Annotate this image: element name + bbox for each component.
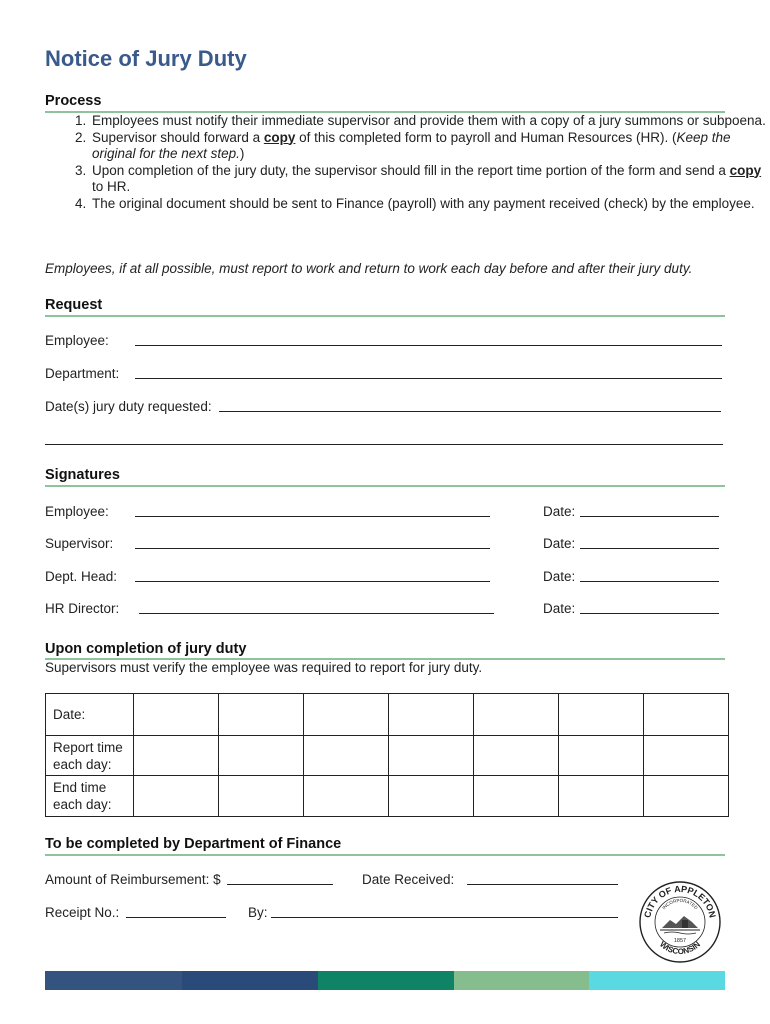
signature-dept-head-label: Dept. Head: xyxy=(45,569,118,584)
table-cell[interactable] xyxy=(134,736,219,776)
signatures-heading: Signatures xyxy=(45,467,120,483)
reimbursement-field[interactable] xyxy=(227,872,333,885)
table-cell[interactable] xyxy=(219,776,304,817)
process-step: 2. Supervisor should forward a copy of this completed form to payroll and Human Resources (HR). (Keep the original for the next step.) xyxy=(90,130,770,163)
reimbursement-label: Amount of Reimbursement: $ xyxy=(45,872,221,887)
table-cell[interactable] xyxy=(134,694,219,736)
table-cell[interactable] xyxy=(559,694,644,736)
finance-heading: To be completed by Department of Finance xyxy=(45,836,342,852)
process-step: 4. The original document should be sent to Finance (payroll) with any payment received (check) by the employee. xyxy=(90,196,770,213)
seal-year: 1857 xyxy=(673,938,687,944)
process-step: 3. Upon completion of the jury duty, the supervisor should fill in the report time portion of the form and send a copy to HR. xyxy=(90,163,770,196)
department-label: Department: xyxy=(45,366,120,381)
table-cell[interactable] xyxy=(644,694,729,736)
dates-requested-continuation-field[interactable] xyxy=(45,432,723,445)
table-row-label: End time each day: xyxy=(46,776,134,817)
date-received-label: Date Received: xyxy=(362,872,455,887)
signature-employee-field[interactable] xyxy=(135,504,490,517)
signatures-divider xyxy=(45,485,725,487)
department-field[interactable] xyxy=(135,366,722,379)
table-cell[interactable] xyxy=(134,776,219,817)
finance-divider xyxy=(45,854,725,856)
jury-time-table xyxy=(45,693,729,817)
signature-supervisor-date-field[interactable] xyxy=(580,536,719,549)
dates-requested-field[interactable] xyxy=(219,399,721,412)
date-received-field[interactable] xyxy=(467,872,618,885)
footer-bar-segment xyxy=(45,971,182,990)
by-field[interactable] xyxy=(271,905,618,918)
receipt-number-label: Receipt No.: xyxy=(45,905,120,920)
table-cell[interactable] xyxy=(304,694,389,736)
table-cell[interactable] xyxy=(559,776,644,817)
signature-dept-head-date-label: Date: xyxy=(543,569,576,584)
table-row xyxy=(46,736,729,776)
footer-bar-segment xyxy=(182,971,318,990)
table-row xyxy=(46,776,729,817)
attendance-note: Employees, if at all possible, must report to work and return to work each day before and after their jury duty. xyxy=(45,261,693,276)
signature-employee-label: Employee: xyxy=(45,504,109,519)
signature-hr-director-label: HR Director: xyxy=(45,601,120,616)
signature-supervisor-field[interactable] xyxy=(135,536,490,549)
signature-hr-director-date-field[interactable] xyxy=(580,601,719,614)
process-step: 1. Employees must notify their immediate supervisor and provide them with a copy of a jury summons or subpoena. xyxy=(90,113,770,130)
table-cell[interactable] xyxy=(559,736,644,776)
signature-supervisor-label: Supervisor: xyxy=(45,536,114,551)
table-cell[interactable] xyxy=(644,776,729,817)
footer-bar-segment xyxy=(454,971,589,990)
signature-dept-head-field[interactable] xyxy=(135,569,490,582)
signature-hr-director-date-label: Date: xyxy=(543,601,576,616)
table-cell[interactable] xyxy=(219,736,304,776)
receipt-number-field[interactable] xyxy=(126,905,226,918)
table-cell[interactable] xyxy=(304,736,389,776)
footer-bar-segment xyxy=(589,971,725,990)
signature-employee-date-label: Date: xyxy=(543,504,576,519)
table-row xyxy=(46,694,729,736)
dates-requested-label: Date(s) jury duty requested: xyxy=(45,399,212,414)
completion-heading: Upon completion of jury duty xyxy=(45,641,247,657)
seal-inner-text: INCORPORATED xyxy=(661,897,699,911)
table-cell[interactable] xyxy=(389,776,474,817)
table-cell[interactable] xyxy=(644,736,729,776)
by-label: By: xyxy=(248,905,268,920)
table-cell[interactable] xyxy=(304,776,389,817)
process-list xyxy=(45,113,770,212)
table-cell[interactable] xyxy=(474,776,559,817)
request-divider xyxy=(45,315,725,317)
employee-label: Employee: xyxy=(45,333,109,348)
city-seal-icon xyxy=(638,880,722,964)
seal-top-text: CITY OF APPLETON xyxy=(642,883,718,919)
table-cell[interactable] xyxy=(389,736,474,776)
completion-subtext: Supervisors must verify the employee was required to report for jury duty. xyxy=(45,660,483,675)
page-title: Notice of Jury Duty xyxy=(45,46,247,71)
signature-supervisor-date-label: Date: xyxy=(543,536,576,551)
table-cell[interactable] xyxy=(219,694,304,736)
table-row-label: Report time each day: xyxy=(46,736,134,776)
employee-field[interactable] xyxy=(135,333,722,346)
process-heading: Process xyxy=(45,93,102,109)
signature-hr-director-field[interactable] xyxy=(139,601,494,614)
request-heading: Request xyxy=(45,297,103,313)
table-cell[interactable] xyxy=(389,694,474,736)
seal-bottom-text: WISCONSIN xyxy=(657,939,703,957)
table-cell[interactable] xyxy=(474,736,559,776)
table-cell[interactable] xyxy=(474,694,559,736)
signature-dept-head-date-field[interactable] xyxy=(580,569,719,582)
signature-employee-date-field[interactable] xyxy=(580,504,719,517)
footer-bar-segment xyxy=(318,971,454,990)
table-row-label: Date: xyxy=(46,694,134,736)
